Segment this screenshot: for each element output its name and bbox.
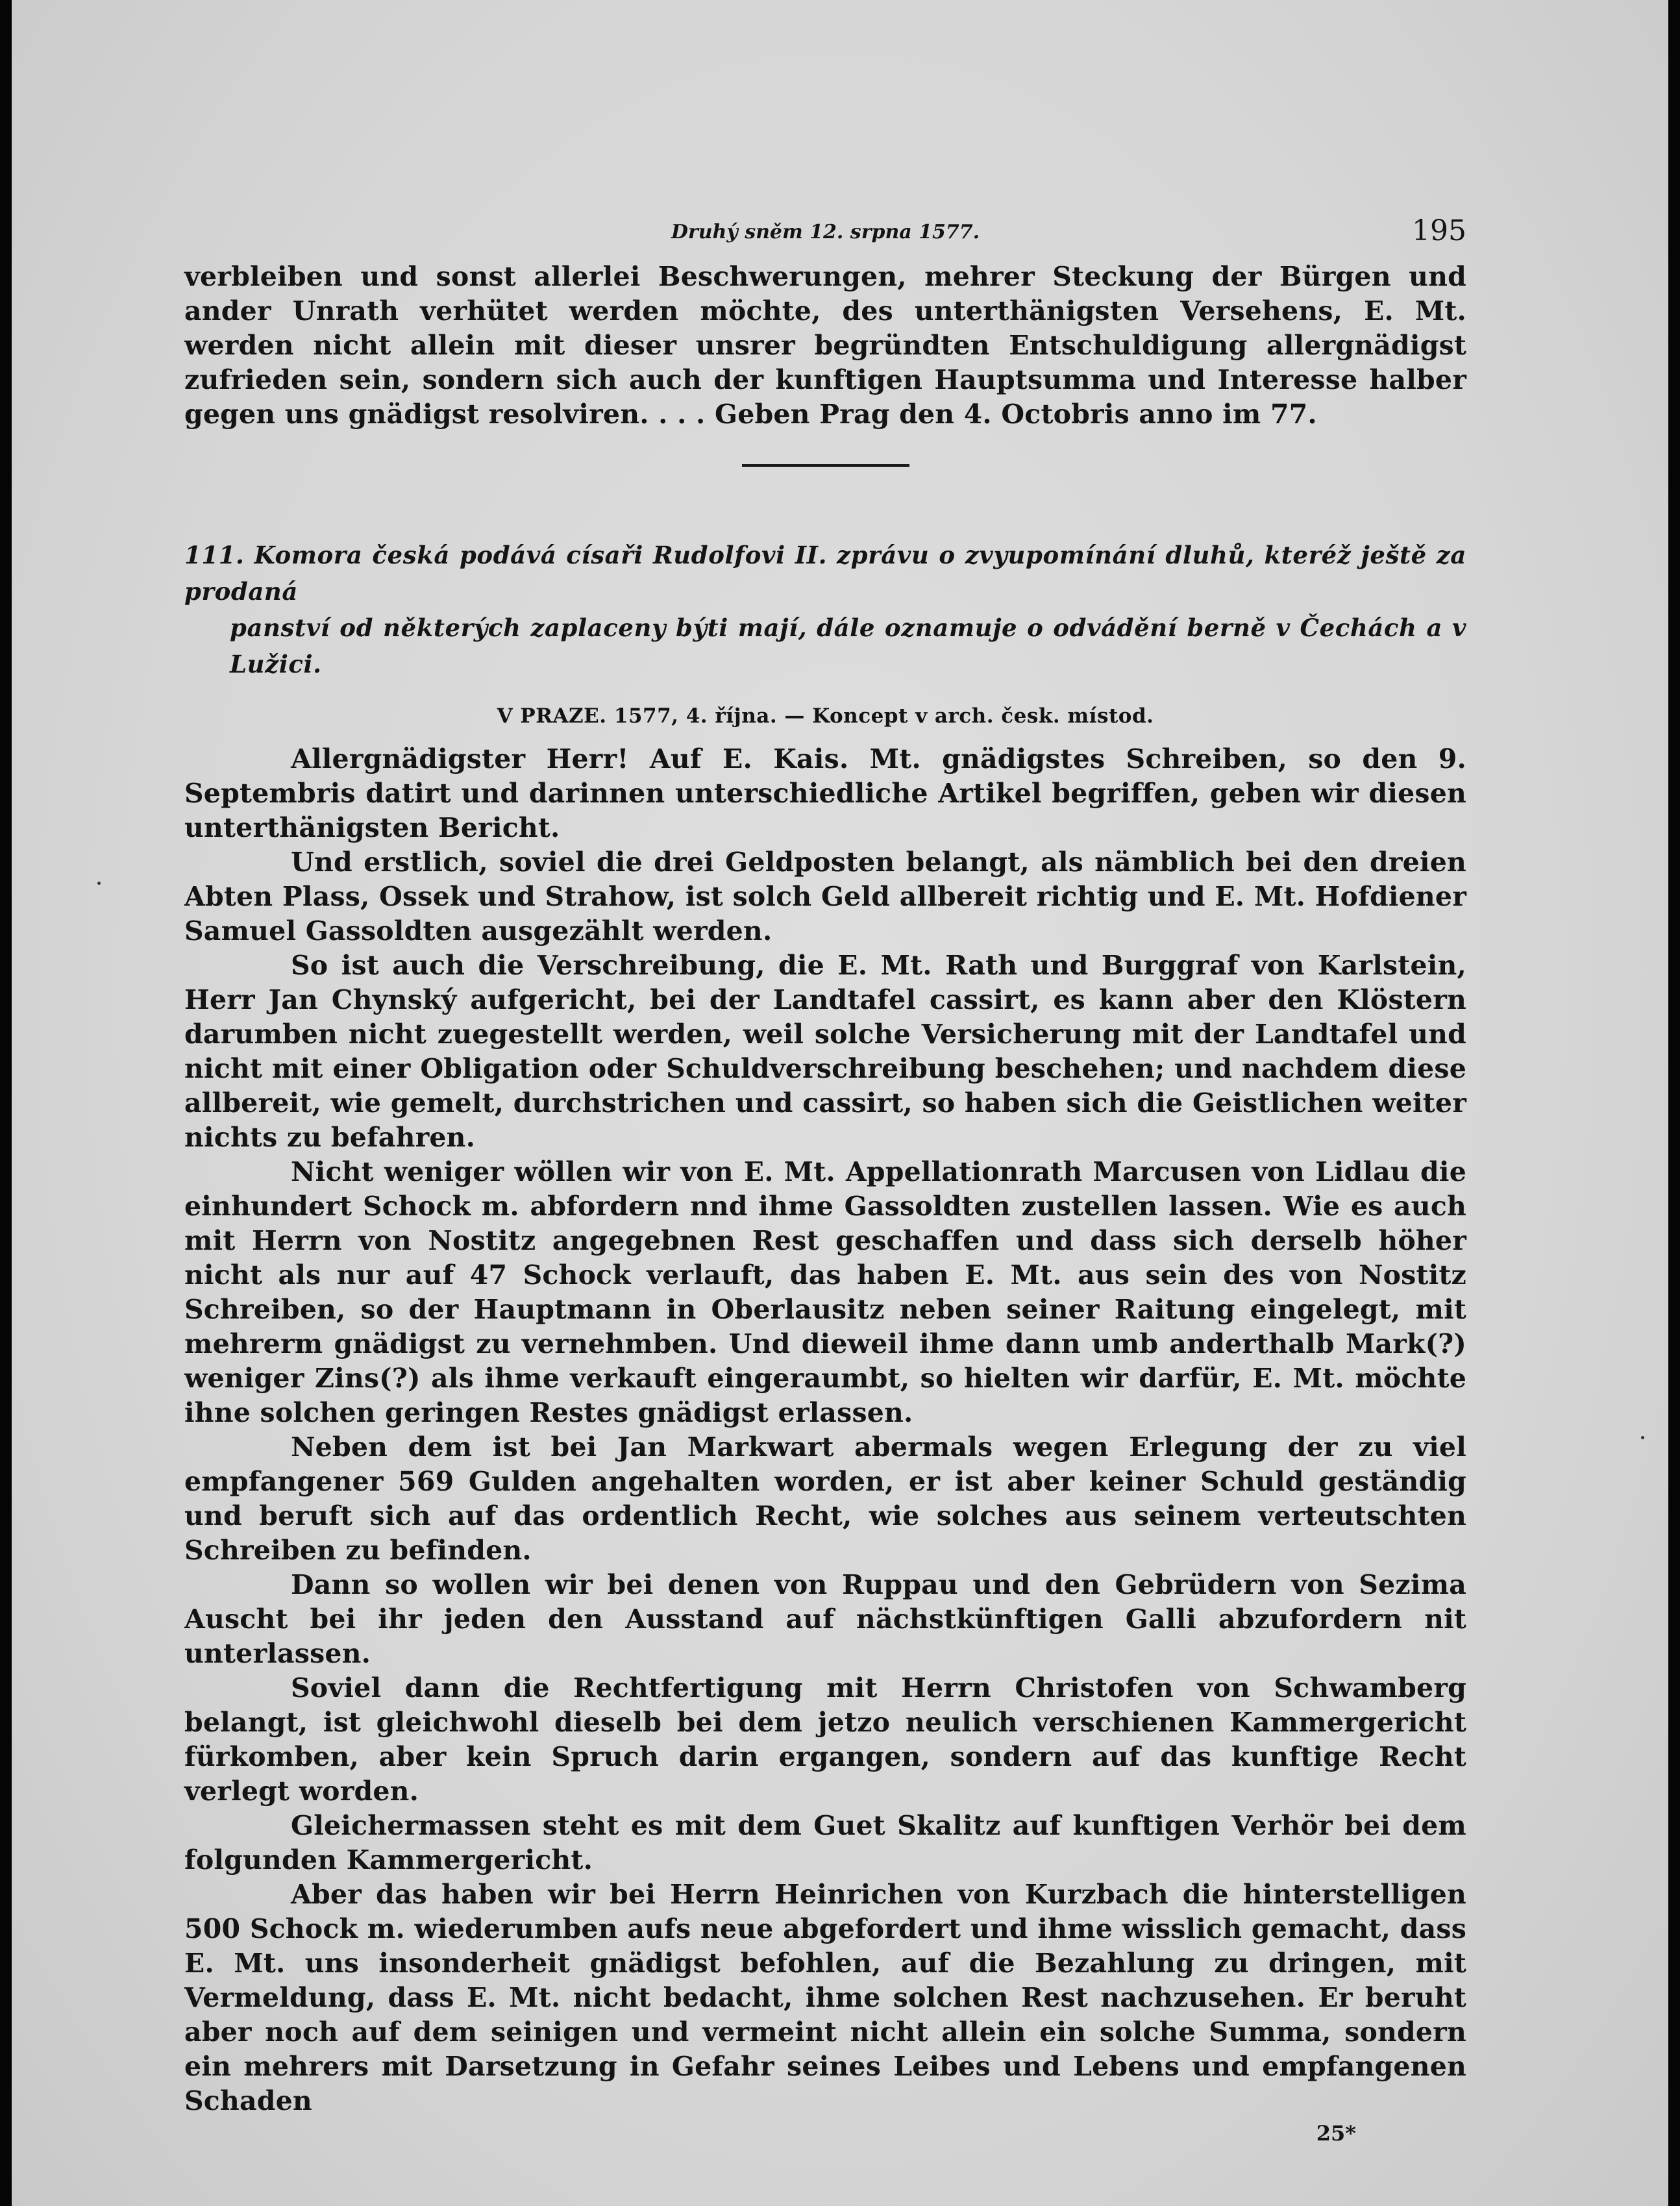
- signature-mark: 25*: [1316, 2121, 1356, 2146]
- scan-speck: [1641, 1436, 1644, 1439]
- scan-speck: [97, 882, 101, 885]
- scanned-page: [12, 0, 1668, 2206]
- body-paragraph-6: Dann so wollen wir bei denen von Ruppau und den Gebrüdern von Sezima Auscht bei ihr jeden den Ausstand auf nächstkünftigen Galli abzufordern nit unterlassen.: [184, 1569, 1466, 1669]
- body-paragraph-7: Soviel dann die Rechtfertigung mit Herrn Christofen von Schwamberg belangt, ist gleichwohl dieselb bei dem jetzo neulich verschienen Kammergericht fürkomben, aber kein Spruch darin ergangen, sondern auf das kunftige Recht verlegt worden.: [184, 1672, 1466, 1807]
- document-heading: [184, 537, 1466, 682]
- running-title: Druhý sněm 12. srpna 1577.: [671, 221, 980, 243]
- page-number: 195: [1412, 214, 1466, 247]
- body-paragraph-8: Gleichermassen steht es mit dem Guet Skalitz auf kunftigen Verhör bei dem folgunden Kammergericht.: [184, 1810, 1466, 1876]
- running-header: [184, 214, 1466, 260]
- continued-paragraph: verbleiben und sonst allerlei Beschwerungen, mehrer Steckung der Bürgen und ander Unrath verhütet werden möchte, des unterthänigsten Versehens, E. Mt. werden nicht allein mit dieser unsrer begründten Entschuldigung allergnädigst zufrieden sein, sondern sich auch der kunftigen Hauptsumma und Interesse halber gegen uns gnädigst resolviren. . . . Geben Prag den 4. Octobris anno im 77.: [184, 261, 1466, 430]
- body-paragraph-4: Nicht weniger wöllen wir von E. Mt. Appellationrath Marcusen von Lidlau die einhundert Schock m. abfordern nnd ihme Gassoldten zustellen lassen. Wie es auch mit Herrn von Nostitz angegebnen Rest geschaffen und dass sich derselb höher nicht als nur auf 47 Schock verlauft, das haben E. Mt. aus sein des von Nostitz Schreiben, so der Hauptmann in Oberlausitz neben seiner Raitung eingelegt, mit mehrerm gnädigst zu vernehmben. Und dieweil ihme dann umb anderthalb Mark(?) weniger Zins(?) als ihme verkauft eingeraumbt, so hielten wir darfür, E. Mt. möchte ihne solchen geringen Restes gnädigst erlassen.: [184, 1156, 1466, 1428]
- body-paragraph-3: So ist auch die Verschreibung, die E. Mt. Rath und Burggraf von Karlstein, Herr Jan Chynský aufgericht, bei der Landtafel cassirt, es kann aber den Klöstern darumben nicht zuegestellt werden, weil solche Versicherung mit der Landtafel und nicht mit einer Obligation oder Schuldverschreibung beschehen; und nachdem diese allbereit, wie gemelt, durchstrichen und cassirt, so haben sich die Geistlichen weiter nichts zu befahren.: [184, 950, 1466, 1153]
- body-paragraph-1: Allergnädigster Herr! Auf E. Kais. Mt. gnädigstes Schreiben, so den 9. Septembris datirt und darinnen unterschiedliche Artikel begriffen, geben wir diesen unterthänigsten Bericht.: [184, 743, 1466, 843]
- document-source-line: V PRAZE. 1577, 4. října. — Koncept v arch. česk. místod.: [497, 704, 1154, 728]
- section-divider: [742, 464, 909, 467]
- body-paragraph-5: Neben dem ist bei Jan Markwart abermals wegen Erlegung der zu viel empfangener 569 Gulden angehalten worden, er ist aber keiner Schuld geständig und beruft sich auf das ordentlich Recht, wie solches aus seinem verteutschten Schreiben zu befinden.: [184, 1431, 1466, 1566]
- body-paragraph-2: Und erstlich, soviel die drei Geldposten belangt, als nämblich bei den dreien Abten Plass, Ossek und Strahow, ist solch Geld allbereit richtig und E. Mt. Hofdiener Samuel Gassoldten ausgezählt werden.: [184, 847, 1466, 947]
- document-heading-line-1: 111. Komora česká podává císaři Rudolfovi II. zprávu o zvyupomínání dluhů, kteréž ještě za prodaná: [184, 541, 1466, 606]
- document-heading-line-2: panství od některých zaplaceny býti mají, dále oznamuje o odvádění berně v Čechách a v Lužici.: [230, 613, 1466, 678]
- body-paragraph-9: Aber das haben wir bei Herrn Heinrichen von Kurzbach die hinterstelligen 500 Schock m. wiederumben aufs neue abgefordert und ihme wisslich gemacht, dass E. Mt. uns insonderheit gnädigst befohlen, auf die Bezahlung zu dringen, mit Vermeldung, dass E. Mt. nicht bedacht, ihme solchen Rest nachzusehen. Er beruht aber noch auf dem seinigen und vermeint nicht allein ein solche Summa, sondern ein mehrers mit Darsetzung in Gefahr seines Leibes und Lebens und empfangenen Schaden: [184, 1879, 1466, 2116]
- page-content: [184, 214, 1466, 2146]
